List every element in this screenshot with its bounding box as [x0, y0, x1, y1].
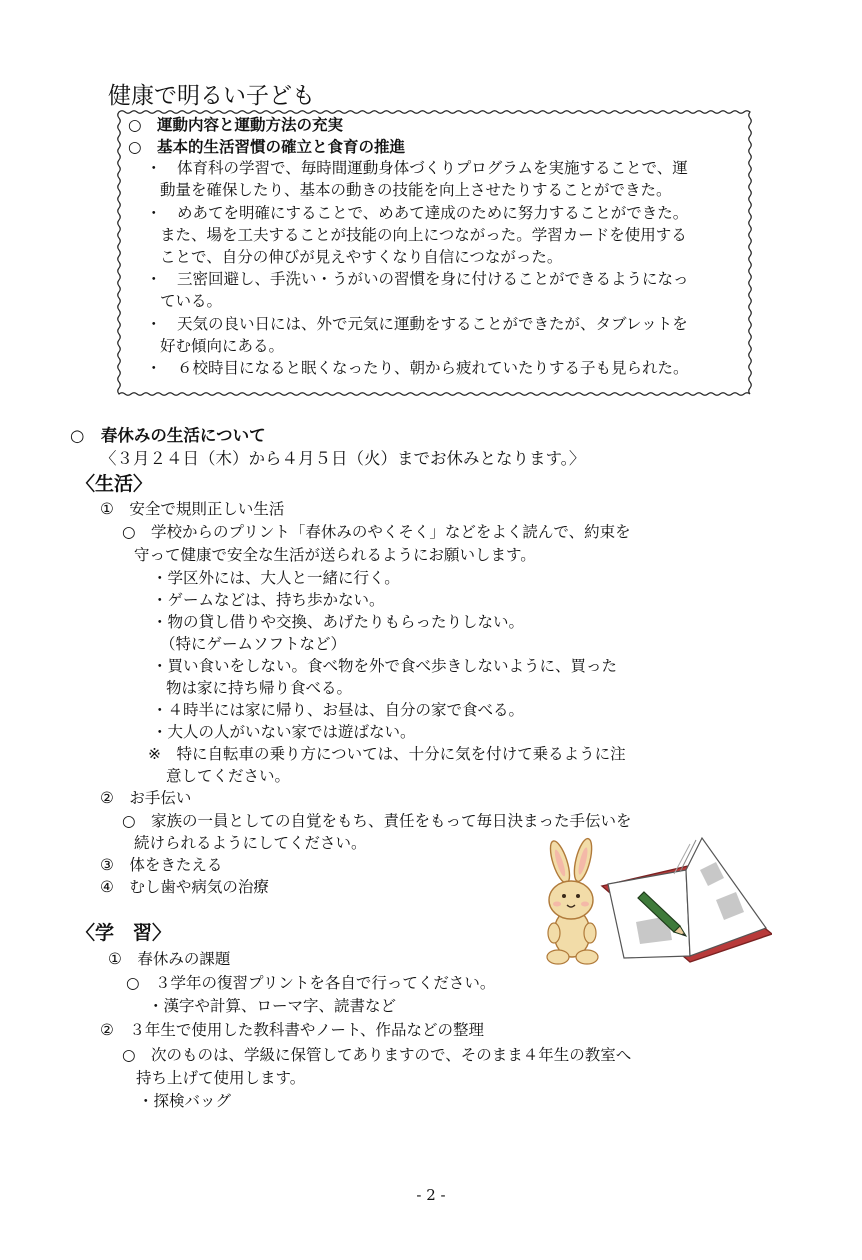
spring-break-dates: 〈３月２４日（木）から４月５日（火）までお休みとなります。〉 — [100, 449, 586, 468]
life-item-1-intro: 守って健康で安全な生活が送られるようにお願いします。 — [134, 546, 536, 564]
illustration — [540, 830, 772, 970]
study-item-1-text: ○ ３学年の復習プリントを各自で行ってください。 — [126, 974, 496, 992]
life-rule: ・物の貸し借りや交換、あげたりもらったりしない。 — [152, 613, 525, 631]
study-item-2-text: 持ち上げて使用します。 — [136, 1069, 306, 1087]
life-note: ※ 特に自転車の乗り方については、十分に気を付けて乗るように注 — [148, 745, 626, 763]
health-line: ・ 天気の良い日には、外で元気に運動をすることができたが、タブレットを — [146, 315, 688, 333]
page-number: - 2 - — [416, 1186, 446, 1204]
health-line: ・ ６校時目になると眠くなったり、朝から疲れていたりする子も見られた。 — [146, 359, 689, 377]
health-line: ・ 体育科の学習で、毎時間運動身体づくりプログラムを実施することで、運 — [146, 159, 688, 177]
health-line: 動量を確保したり、基本の動きの技能を向上させたりすることができた。 — [160, 181, 672, 199]
study-item-2-title: ② ３年生で使用した教科書やノート、作品などの整理 — [100, 1021, 485, 1039]
life-rule: ・ゲームなどは、持ち歩かない。 — [152, 591, 385, 609]
health-line: ことで、自分の伸びが見えやすくなり自信につながった。 — [160, 248, 563, 266]
study-item-1-title: ① 春休みの課題 — [108, 950, 231, 968]
life-item-1-title: ① 安全で規則正しい生活 — [100, 500, 285, 518]
life-rule: ・買い食いをしない。食べ物を外で食べ歩きしないように、買った — [152, 657, 618, 675]
life-rule: ・学区外には、大人と一緒に行く。 — [152, 569, 400, 587]
health-line: また、場を工夫することが技能の向上につながった。学習カードを使用する — [160, 226, 687, 244]
health-line: ている。 — [160, 292, 223, 310]
life-note: 意してください。 — [166, 767, 291, 785]
life-item-2-text: 続けられるようにしてください。 — [134, 834, 367, 852]
life-heading: 〈生活〉 — [76, 473, 153, 495]
life-rule: 物は家に持ち帰り食べる。 — [166, 679, 353, 697]
open-book-icon — [602, 838, 772, 962]
life-item-2-title: ② お手伝い — [100, 789, 192, 807]
life-item-3-title: ③ 体をきたえる — [100, 856, 223, 874]
study-item-2-text: ○ 次のものは、学級に保管してありますので、そのまま４年生の教室へ — [122, 1046, 632, 1064]
health-line: 好む傾向にある。 — [160, 337, 285, 355]
health-heading-2: ○ 基本的生活習慣の確立と食育の推進 — [128, 138, 406, 156]
health-title: 健康で明るい子ども — [108, 83, 315, 109]
study-item-1-sub: ・漢字や計算、ローマ字、読書など — [148, 997, 397, 1015]
life-item-2-text: ○ 家族の一員としての自覚をもち、責任をもって毎日決まった手伝いを — [122, 812, 632, 830]
life-rule: （特にゲームソフトなど） — [160, 635, 347, 653]
health-line: ・ 三密回避し、手洗い・うがいの習慣を身に付けることができるようになっ — [146, 270, 689, 288]
health-heading-1: ○ 運動内容と運動方法の充実 — [128, 116, 344, 134]
study-heading: 〈学 習〉 — [76, 922, 172, 944]
study-item-2-sub: ・探検バッグ — [138, 1092, 232, 1110]
life-rule: ・大人の人がいない家では遊ばない。 — [152, 723, 416, 741]
health-line: ・ めあてを明確にすることで、めあて達成のために努力することができた。 — [146, 204, 689, 222]
life-rule: ・４時半には家に帰り、お昼は、自分の家で食べる。 — [152, 701, 525, 719]
life-item-4-title: ④ むし歯や病気の治療 — [100, 878, 269, 896]
life-item-1-intro: ○ 学校からのプリント「春休みのやくそく」などをよく読んで、約束を — [122, 523, 631, 541]
rabbit-icon — [547, 837, 598, 964]
spring-break-heading: ○ 春休みの生活について — [70, 426, 266, 445]
